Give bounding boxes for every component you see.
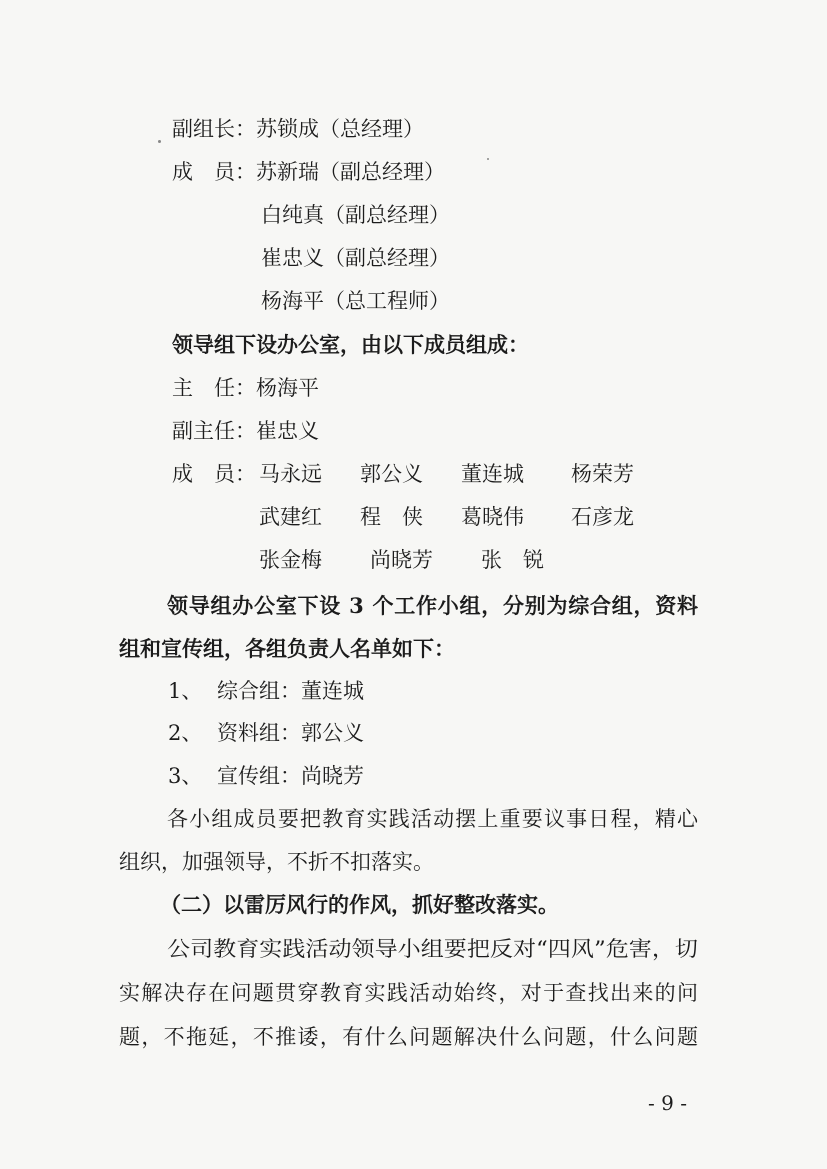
leadership-member: 白纯真（副总经理） (261, 203, 450, 227)
leadership-member: 杨海平（总工程师） (261, 289, 450, 313)
office-intro: 领导组下设办公室，由以下成员组成： (172, 332, 529, 357)
office-director-label: 主 任： (172, 376, 256, 400)
office-member: 石彦龙 (571, 505, 634, 529)
group-item-name: 综合组：董连城 (217, 679, 364, 703)
leadership-members-label: 成 员： (172, 160, 256, 184)
office-member: 武建红 (259, 505, 322, 529)
office-member: 程 侠 (360, 505, 423, 529)
scan-speck (487, 158, 489, 160)
group-item-name: 宣传组：尚晓芳 (217, 764, 364, 788)
office-members-label: 成 员： (172, 462, 256, 486)
office-member: 张 锐 (481, 548, 544, 572)
body-paragraph-line: 实解决存在问题贯穿教育实践活动始终，对于查找出来的问 (119, 981, 700, 1005)
office-member: 尚晓芳 (370, 548, 433, 572)
groups-note-line: 各小组成员要把教育实践活动摆上重要议事日程，精心 (167, 807, 700, 831)
groups-intro-line: 组和宣传组，各组负责人名单如下： (119, 636, 455, 661)
group-item-name: 资料组：郭公义 (217, 721, 364, 745)
office-director-name: 杨海平 (256, 376, 319, 400)
deputy-leader-row (172, 116, 424, 142)
deputy-leader-name: 苏锁成（总经理） (256, 117, 424, 141)
section-heading: （二）以雷厉风行的作风，抓好整改落实。 (160, 892, 559, 917)
groups-note-line: 组织，加强领导，不折不扣落实。 (119, 850, 434, 874)
office-deputy-director-label: 副主任： (172, 419, 256, 443)
leadership-member: 苏新瑞（副总经理） (256, 160, 445, 184)
office-member: 董连城 (461, 462, 524, 486)
body-paragraph-line: 题，不拖延，不推诿，有什么问题解决什么问题，什么问题 (119, 1025, 700, 1049)
body-paragraph-line: 公司教育实践活动领导小组要把反对“四风”危害，切 (167, 937, 698, 961)
office-member: 杨荣芳 (571, 462, 634, 486)
office-deputy-director-row (172, 418, 319, 444)
office-member: 郭公义 (360, 462, 423, 486)
group-item-number: 1、 (168, 679, 203, 703)
groups-intro-line: 领导组办公室下设 3 个工作小组，分别为综合组，资料 (167, 593, 699, 618)
scan-speck (158, 140, 161, 143)
page-number: - 9 - (648, 1091, 687, 1115)
office-member: 张金梅 (259, 548, 322, 572)
office-director-row (172, 375, 319, 401)
office-member: 马永远 (259, 462, 322, 486)
leadership-members-row (172, 159, 445, 185)
group-item-number: 2、 (168, 721, 203, 745)
office-deputy-director-name: 崔忠义 (256, 419, 319, 443)
deputy-leader-label: 副组长： (172, 117, 256, 141)
office-member: 葛晓伟 (461, 505, 524, 529)
leadership-member: 崔忠义（副总经理） (261, 246, 450, 270)
group-item-number: 3、 (168, 764, 203, 788)
